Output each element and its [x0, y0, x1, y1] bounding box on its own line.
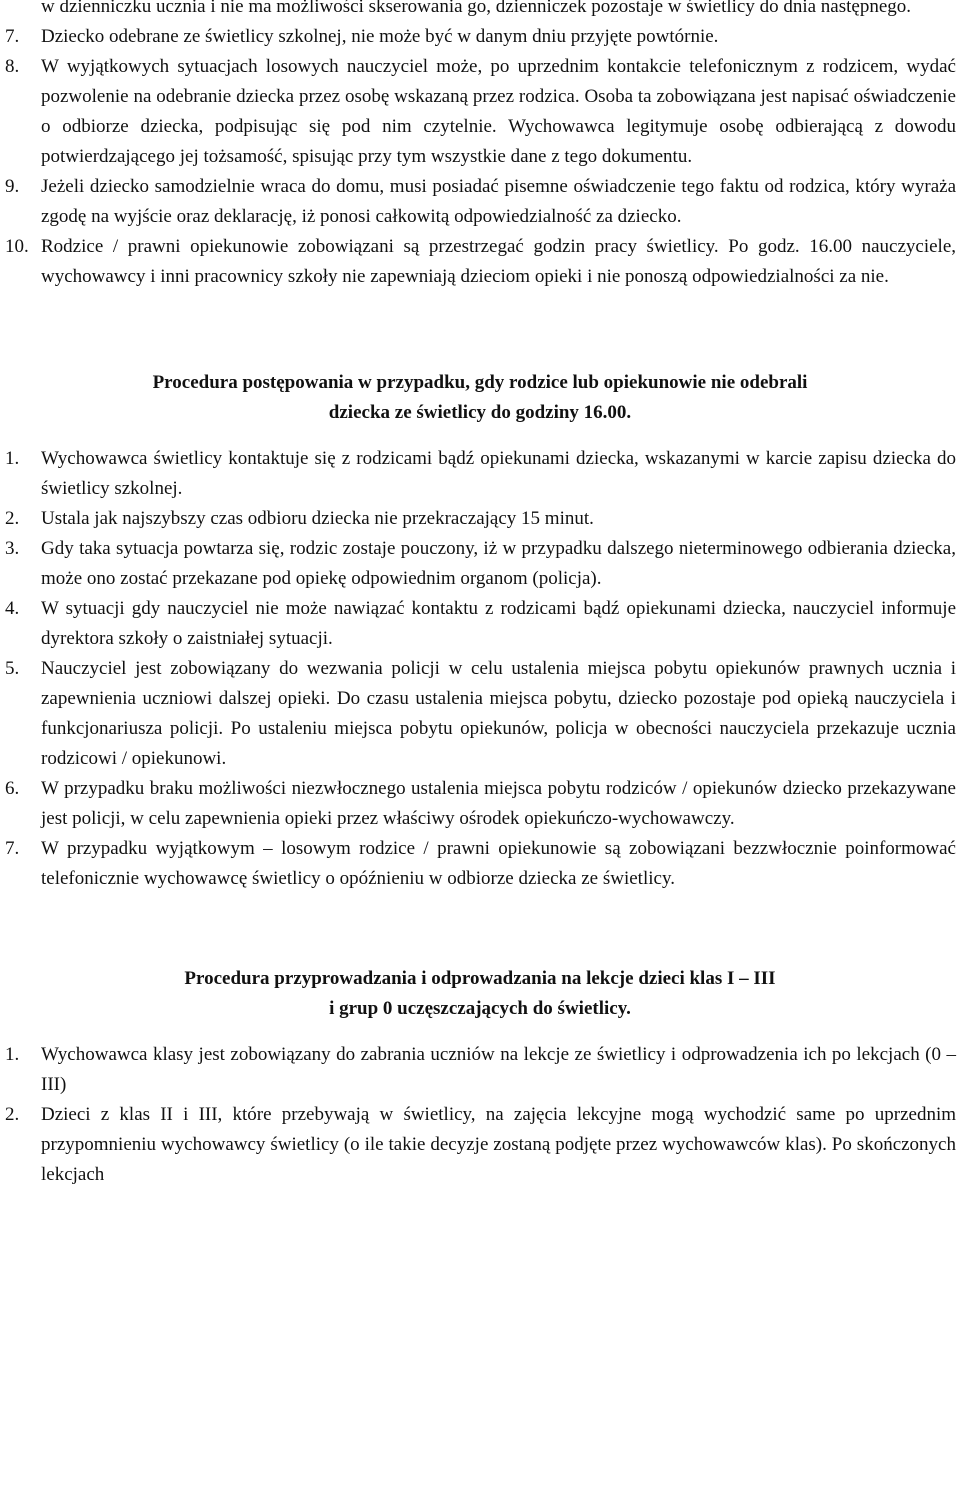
spacer — [0, 894, 960, 964]
list-number: 7. — [5, 838, 20, 859]
list-text: Gdy taka sytuacja powtarza się, rodzic zostaje pouczony, iż w przypadku dalszego nieterminowego odbierania dziecka, może ono zostać przekazane pod opiekę odpowiednim organom (policja). — [41, 538, 956, 589]
list-text: Ustala jak najszybszy czas odbioru dziecka nie przekraczający 15 minut. — [41, 508, 594, 529]
list-item — [5, 172, 960, 232]
list-text: w dzienniczku ucznia i nie ma możliwości skserowania go, dzienniczek pozostaje w świetlicy do dnia następnego. — [41, 0, 912, 17]
list-item — [5, 654, 960, 774]
spacer — [0, 428, 960, 444]
section-heading — [0, 964, 960, 1024]
spacer — [0, 292, 960, 368]
list-number: 3. — [5, 538, 20, 559]
list-item — [5, 52, 960, 172]
list-number: 8. — [5, 56, 20, 77]
list-number: 9. — [5, 176, 20, 197]
list-item — [5, 774, 960, 834]
list-item — [5, 232, 960, 292]
list-text: Wychowawca klasy jest zobowiązany do zabrania uczniów na lekcje ze świetlicy i odprowadzenia ich po lekcjach (0 – III) — [41, 1044, 956, 1095]
list-item — [5, 504, 960, 534]
list-number: 5. — [5, 658, 20, 679]
list-text: W wyjątkowych sytuacjach losowych nauczyciel może, po uprzednim kontakcie telefonicznym z rodzicem, wydać pozwolenie na odebranie dziecka przez osobę wskazaną przez rodzica. Osoba ta zobowiązana jest napisać oświadczenie o odbiorze dziecka, podpisując się pod nim czytelnie. Wychowawca legitymuje osobę odbierającą z dowodu potwierdzającego jej tożsamość, spisując przy tym wszystkie dane z tego dokumentu. — [41, 56, 956, 167]
list-item — [5, 1040, 960, 1100]
list-item — [5, 22, 960, 52]
section-heading-line: dziecka ze świetlicy do godziny 16.00. — [328, 402, 632, 423]
list-number: 6. — [5, 778, 20, 799]
list-item — [5, 594, 960, 654]
list-text: W sytuacji gdy nauczyciel nie może nawiązać kontaktu z rodzicami bądź opiekunami dziecka, nauczyciel informuje dyrektora szkoły o zaistniałej sytuacji. — [41, 598, 956, 649]
list-number: 7. — [5, 26, 20, 47]
list-number: 2. — [5, 508, 20, 529]
list-number: 4. — [5, 598, 20, 619]
list-text: W przypadku braku możliwości niezwłocznego ustalenia miejsca pobytu rodziców / opiekunów dziecko przekazywane jest policji, w celu zapewnienia opieki przez właściwy ośrodek opiekuńczo-wychowawczy. — [41, 778, 956, 829]
list-number: 1. — [5, 448, 20, 469]
section-heading-line: i grup 0 uczęszczających do świetlicy. — [329, 998, 631, 1019]
list-text: Wychowawca świetlicy kontaktuje się z rodzicami bądź opiekunami dziecka, wskazanymi w karcie zapisu dziecka do świetlicy szkolnej. — [41, 448, 956, 499]
list-text: Nauczyciel jest zobowiązany do wezwania policji w celu ustalenia miejsca pobytu opiekunów prawnych ucznia i zapewnienia uczniowi dalszej opieki. Do czasu ustalenia miejsca pobytu, dziecko pozostaje pod opieką nauczyciela i funkcjonariusza policji. Po ustaleniu miejsca pobytu opiekunów, policja w obecności nauczyciela przekazuje ucznia rodzicowi / opiekunowi. — [41, 658, 956, 769]
list-item — [5, 534, 960, 594]
list-number: 1. — [5, 1044, 20, 1065]
list-item — [5, 0, 960, 22]
list-text: Jeżeli dziecko samodzielnie wraca do domu, musi posiadać pisemne oświadczenie tego faktu od rodzica, który wyraża zgodę na wyjście oraz deklarację, iż ponosi całkowitą odpowiedzialność za dziecko. — [41, 176, 956, 227]
list-text: W przypadku wyjątkowym – losowym rodzice / prawni opiekunowie są zobowiązani bezzwłocznie poinformować telefonicznie wychowawcę świetlicy o opóźnieniu w odbiorze dziecka ze świetlicy. — [41, 838, 956, 889]
list-item — [5, 834, 960, 894]
list-text: Dzieci z klas II i III, które przebywają w świetlicy, na zajęcia lekcyjne mogą wychodzić same po uprzednim przypomnieniu wychowawcy świetlicy (o ile takie decyzje zostaną podjęte przez wychowawców klas). Po skończonych lekcjach — [41, 1104, 956, 1185]
list-text: Rodzice / prawni opiekunowie zobowiązani są przestrzegać godzin pracy świetlicy. Po godz. 16.00 nauczyciele, wychowawcy i inni pracownicy szkoły nie zapewniają dzieciom opieki i nie ponoszą odpowiedzialności za nie. — [41, 236, 956, 287]
list-number: 10. — [5, 236, 29, 257]
list-item — [5, 1100, 960, 1190]
list-item — [5, 444, 960, 504]
list-number: 2. — [5, 1104, 20, 1125]
list-text: Dziecko odebrane ze świetlicy szkolnej, nie może być w danym dniu przyjęte powtórnie. — [41, 26, 719, 47]
section-heading — [0, 368, 960, 428]
spacer — [0, 1024, 960, 1040]
section-heading-line: Procedura postępowania w przypadku, gdy rodzice lub opiekunowie nie odebrali — [152, 372, 808, 393]
section-heading-line: Procedura przyprowadzania i odprowadzania na lekcje dzieci klas I – III — [184, 968, 776, 989]
